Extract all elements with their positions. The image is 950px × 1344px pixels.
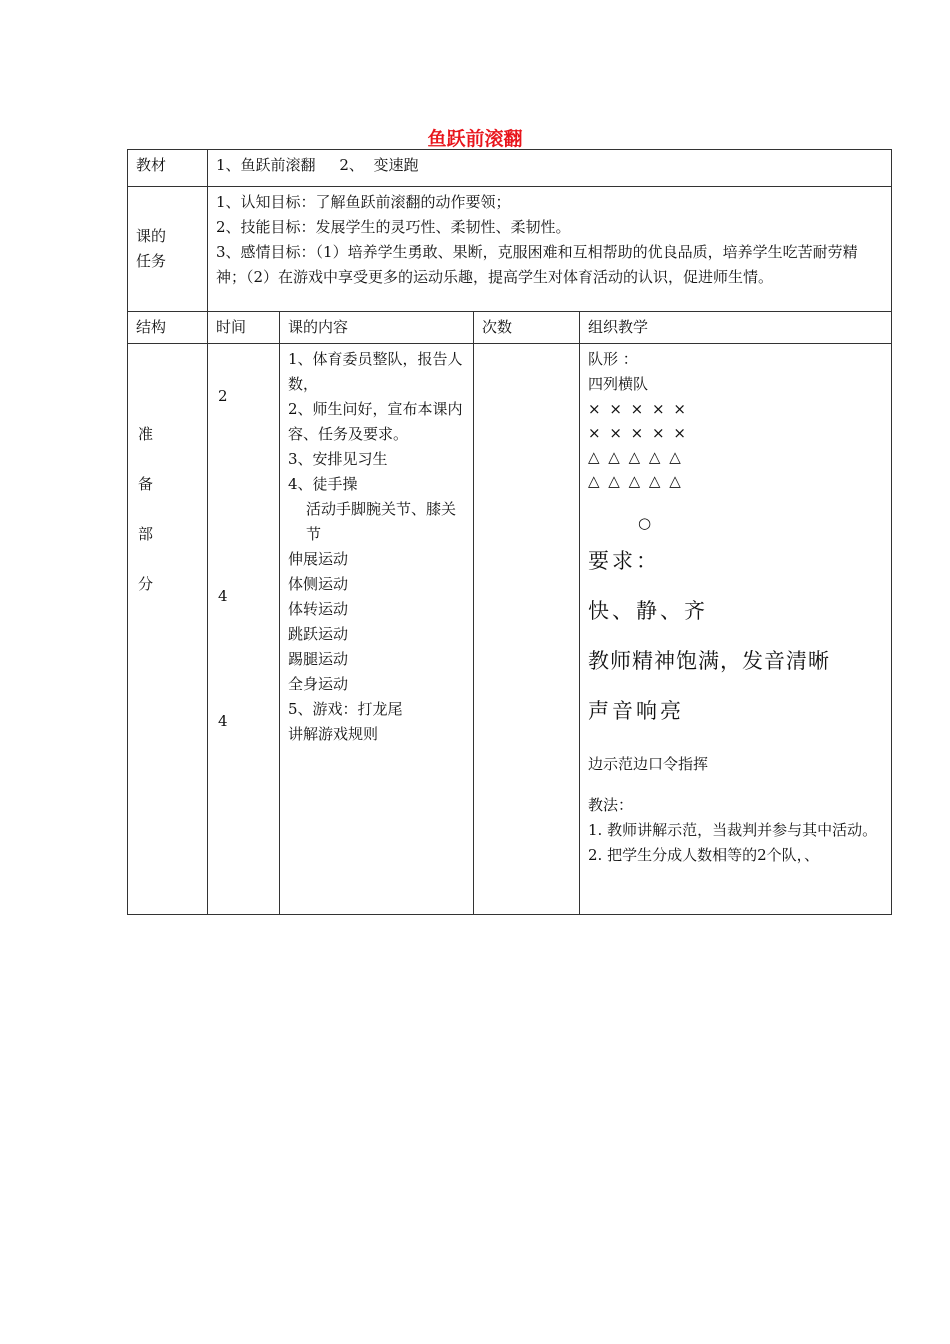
header-structure: 结构 [128, 312, 208, 344]
formation-row: △ △ △ △ △ [588, 472, 683, 490]
content-item: 跳跃运动 [288, 625, 349, 643]
requirement-item: 快、静、齐 [588, 599, 708, 623]
content-item: 5、游戏：打龙尾 [288, 700, 403, 718]
content-item: 讲解游戏规则 [288, 725, 379, 743]
header-organization: 组织教学 [580, 312, 892, 344]
teacher-mark: ○ [638, 514, 652, 532]
task-content [208, 187, 892, 312]
requirement-item: 声音响亮 [588, 699, 684, 723]
header-content: 课的内容 [280, 312, 474, 344]
content-item: 全身运动 [288, 675, 349, 693]
requirement-heading: 要求： [588, 549, 660, 573]
header-row [128, 312, 892, 344]
content-item: 体转运动 [288, 600, 349, 618]
task-item: 2、技能目标：发展学生的灵巧性、柔韧性、柔韧性。 [216, 218, 571, 236]
time-cell [208, 344, 280, 915]
page-title: 鱼跃前滚翻 [427, 128, 523, 150]
content-item: 1、体育委员整队，报告人数， [288, 350, 463, 393]
count-cell [474, 344, 580, 915]
task-label [128, 187, 208, 312]
content-item: 体侧运动 [288, 575, 349, 593]
content-item: 伸展运动 [288, 550, 349, 568]
task-label-line2: 任务 [136, 252, 167, 270]
method-item: 2. 把学生分成人数相等的2个队，、 [588, 846, 820, 864]
formation-row: × × × × × [588, 400, 688, 418]
structure-char: 备 [138, 475, 154, 493]
header-count: 次数 [474, 312, 580, 344]
task-label-line1: 课的 [136, 227, 167, 245]
organization-cell [580, 344, 892, 915]
time-value: 4 [218, 712, 228, 730]
formation-row: △ △ △ △ △ [588, 448, 683, 466]
structure-cell [128, 344, 208, 915]
task-item: 3、感情目标：（1）培养学生勇敢、果断，克服困难和互相帮助的优良品质，培养学生吃苦耐劳精神；（2）在游戏中享受更多的运动乐趣，提高学生对体育活动的认识，促进师生情。 [216, 243, 858, 286]
structure-char: 部 [138, 525, 154, 543]
formation-label: 队形 ： [588, 350, 638, 368]
header-time: 时间 [208, 312, 280, 344]
content-item: 3、安排见习生 [288, 450, 388, 468]
preparation-row [128, 344, 892, 915]
formation-name: 四列横队 [588, 375, 649, 393]
content-item: 踢腿运动 [288, 650, 349, 668]
lesson-plan-table [127, 149, 892, 915]
structure-char: 准 [138, 425, 154, 443]
material-content: 1、鱼跃前滚翻 2、 变速跑 [208, 150, 892, 187]
method-label: 教法： [588, 796, 634, 814]
content-item: 2、师生问好，宣布本课内容、任务及要求。 [288, 400, 463, 443]
task-row [128, 187, 892, 312]
content-cell [280, 344, 474, 915]
content-item: 活动手脚腕关节、膝关节 [306, 500, 457, 543]
formation-row: × × × × × [588, 424, 688, 442]
task-item: 1、认知目标：了解鱼跃前滚翻的动作要领； [216, 193, 511, 211]
time-value: 4 [218, 587, 228, 605]
content-item: 4、徒手操 [288, 475, 358, 493]
material-label: 教材 [128, 150, 208, 187]
time-value: 2 [218, 387, 228, 405]
method-item: 1. 教师讲解示范，当裁判并参与其中活动。 [588, 821, 878, 839]
structure-char: 分 [138, 575, 154, 593]
demo-note: 边示范边口令指挥 [588, 755, 709, 773]
requirement-item: 教师精神饱满，发音清晰 [588, 649, 830, 673]
material-row [128, 150, 892, 187]
